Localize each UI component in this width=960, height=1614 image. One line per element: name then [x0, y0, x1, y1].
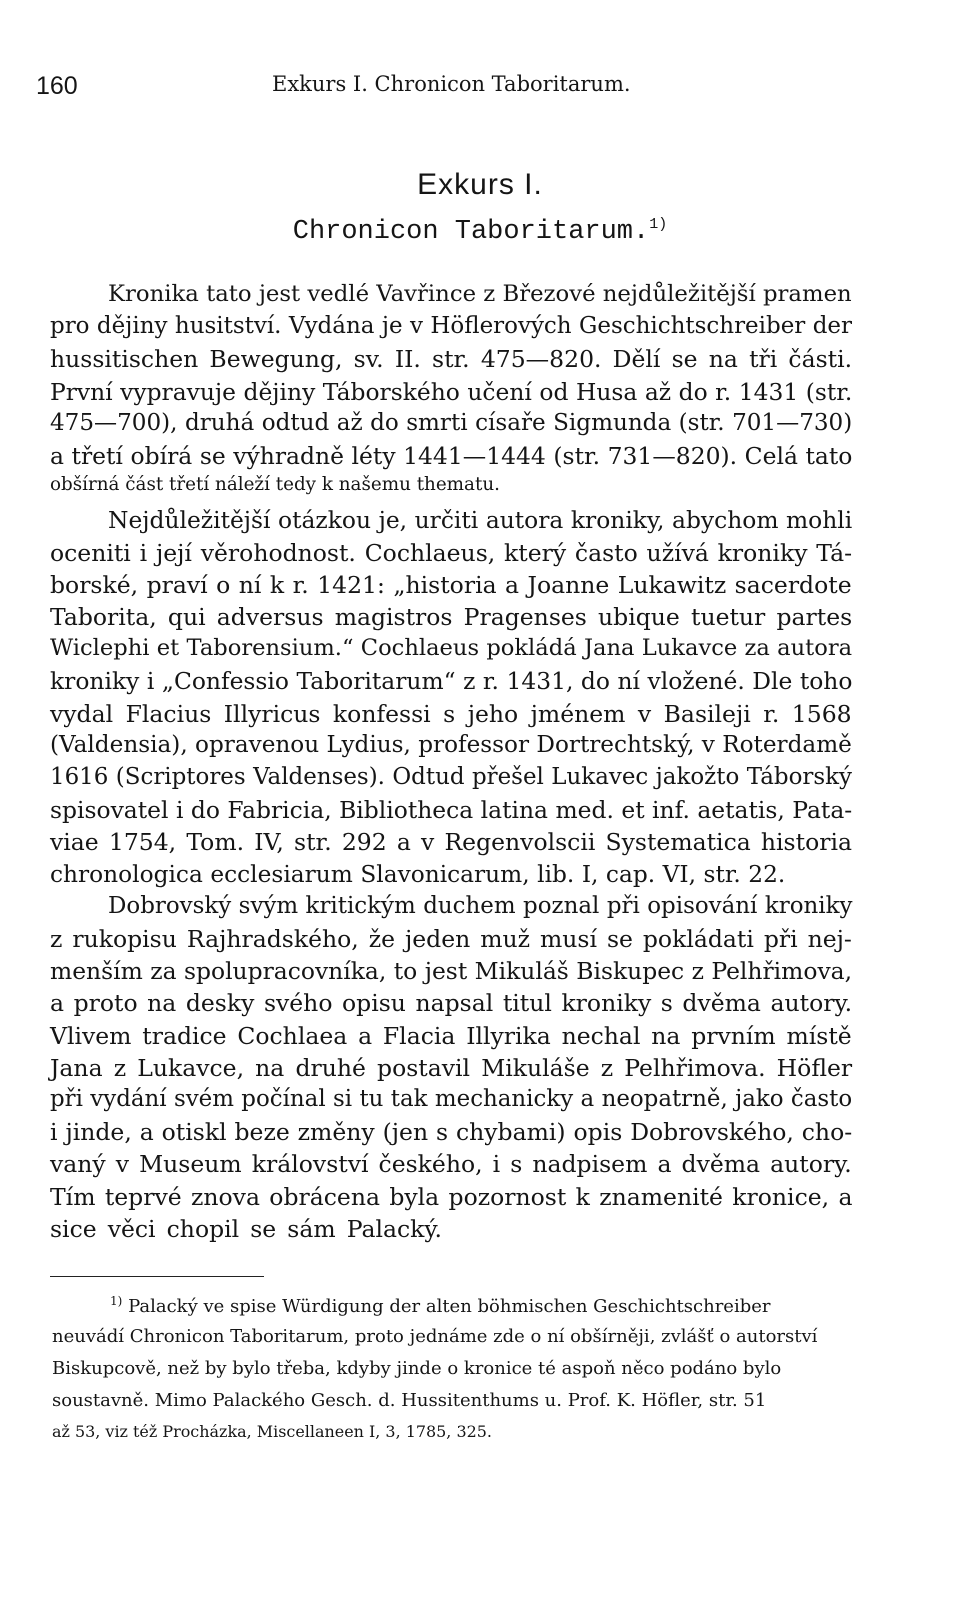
footnote-reference: 1): [649, 216, 668, 233]
body-line: z rukopisu Rajhradského, že jeden muž musí se pokládati při nej-: [50, 925, 852, 953]
body-line: vydal Flacius Illyricus konfessi s jeho jménem v Basileji r. 1568: [50, 699, 852, 728]
body-line: i jinde, a otiskl beze změny (jen s chybami) opis Dobrovského, cho-: [50, 1118, 853, 1147]
body-line: obšírná část třetí náleží tedy k našemu thematu.: [50, 474, 500, 496]
body-line: Kronika tato jest vedlé Vavřince z Březové nejdůležitější pramen: [108, 281, 852, 307]
body-line: menším za spolupracovníka, to jest Mikuláš Biskupec z Pelhřimova,: [50, 957, 853, 986]
section-title: Exkurs I.: [417, 168, 543, 201]
body-line: 475—700), druhá odtud až do smrti císaře Sigmunda (str. 701—730): [50, 409, 853, 436]
body-line: kroniky i „Confessio Taboritarum“ z r. 1431, do ní vložené. Dle toho: [50, 667, 853, 696]
footnote-mark: 1): [110, 1294, 123, 1308]
body-line: při vydání svém počínal si tu tak mechanicky a neopatrně, jako často: [50, 1086, 853, 1112]
body-line: Dobrovský svým kritickým duchem poznal při opisování kroniky: [108, 892, 853, 919]
footnote-line: soustavně. Mimo Palackého Gesch. d. Hussitenthums u. Prof. K. Höfler, str. 51: [52, 1390, 767, 1411]
footnote-line: Biskupcově, než by bylo třeba, kdyby jinde o kronice té aspoň něco podáno bylo: [52, 1358, 782, 1379]
body-line: sice věci chopil se sám Palacký.: [50, 1214, 443, 1243]
body-line: a proto na desky svého opisu napsal titul kroniky s dvěma autory.: [50, 989, 853, 1018]
body-line: vaný v Museum království českého, i s nadpisem a dvěma autory.: [50, 1150, 852, 1179]
footnote-line: [110, 1294, 850, 1317]
body-line: oceniti i její věrohodnost. Cochlaeus, který často užívá kroniky Tá-: [50, 538, 853, 567]
subtitle-text: Chronicon Taboritarum.: [292, 217, 650, 247]
body-line: Taborita, qui adversus magistros Pragenses ubique tuetur partes: [50, 603, 853, 631]
footnote-line-text: Palacký ve spise Würdigung der alten böhmischen Geschichtschreiber: [128, 1296, 771, 1317]
footnote-separator: [50, 1276, 264, 1277]
body-line: Jana z Lukavce, na druhé postavil Mikuláše z Pelhřimova. Höfler: [50, 1053, 853, 1082]
body-line: chronologica ecclesiarum Slavonicarum, lib. I, cap. VI, str. 22.: [50, 860, 786, 888]
body-line: spisovatel i do Fabricia, Bibliotheca latina med. et inf. aetatis, Pata-: [50, 796, 853, 825]
body-line: a třetí obírá se výhradně léty 1441—1444 (str. 731—820). Celá tato: [50, 442, 853, 470]
page-number: 160: [36, 72, 78, 100]
body-line: Vlivem tradice Cochlaea a Flacia Illyrika nechal na prvním místě: [50, 1021, 852, 1050]
body-line: První vypravuje dějiny Táborského učení od Husa až do r. 1431 (str.: [50, 377, 853, 406]
body-line: pro dějiny husitství. Vydána je v Höflerových Geschichtschreiber der: [50, 313, 852, 340]
body-line: viae 1754, Tom. IV, str. 292 a v Regenvolscii Systematica historia: [50, 828, 852, 857]
body-line: Nejdůležitější otázkou je, určiti autora kroniky, abychom mohli: [108, 506, 853, 535]
footnote-line: neuvádí Chronicon Taboritarum, proto jednáme zde o ní obšírněji, zvlášť o autorství: [52, 1326, 818, 1347]
body-line: borské, praví o ní k r. 1421: „historia a Joanne Lukawitz sacerdote: [50, 570, 852, 599]
running-title: Exkurs I. Chronicon Taboritarum.: [272, 72, 631, 96]
body-line: Tím teprvé znova obrácena byla pozornost k znamenité kronice, a: [50, 1182, 853, 1211]
section-subtitle: [0, 216, 960, 247]
footnote-line: až 53, viz též Procházka, Miscellaneen I, 3, 1785, 325.: [52, 1422, 492, 1441]
body-line: (Valdensia), opravenou Lydius, professor Dortrechtský, v Roterdamě: [50, 731, 852, 758]
body-line: hussitischen Bewegung, sv. II. str. 475—820. Dělí se na tři části.: [50, 345, 853, 374]
body-line: 1616 (Scriptores Valdenses). Odtud přešel Lukavec jakožto Táborský: [50, 764, 853, 790]
body-line: Wiclephi et Taborensium.“ Cochlaeus pokládá Jana Lukavce za autora: [50, 635, 853, 662]
